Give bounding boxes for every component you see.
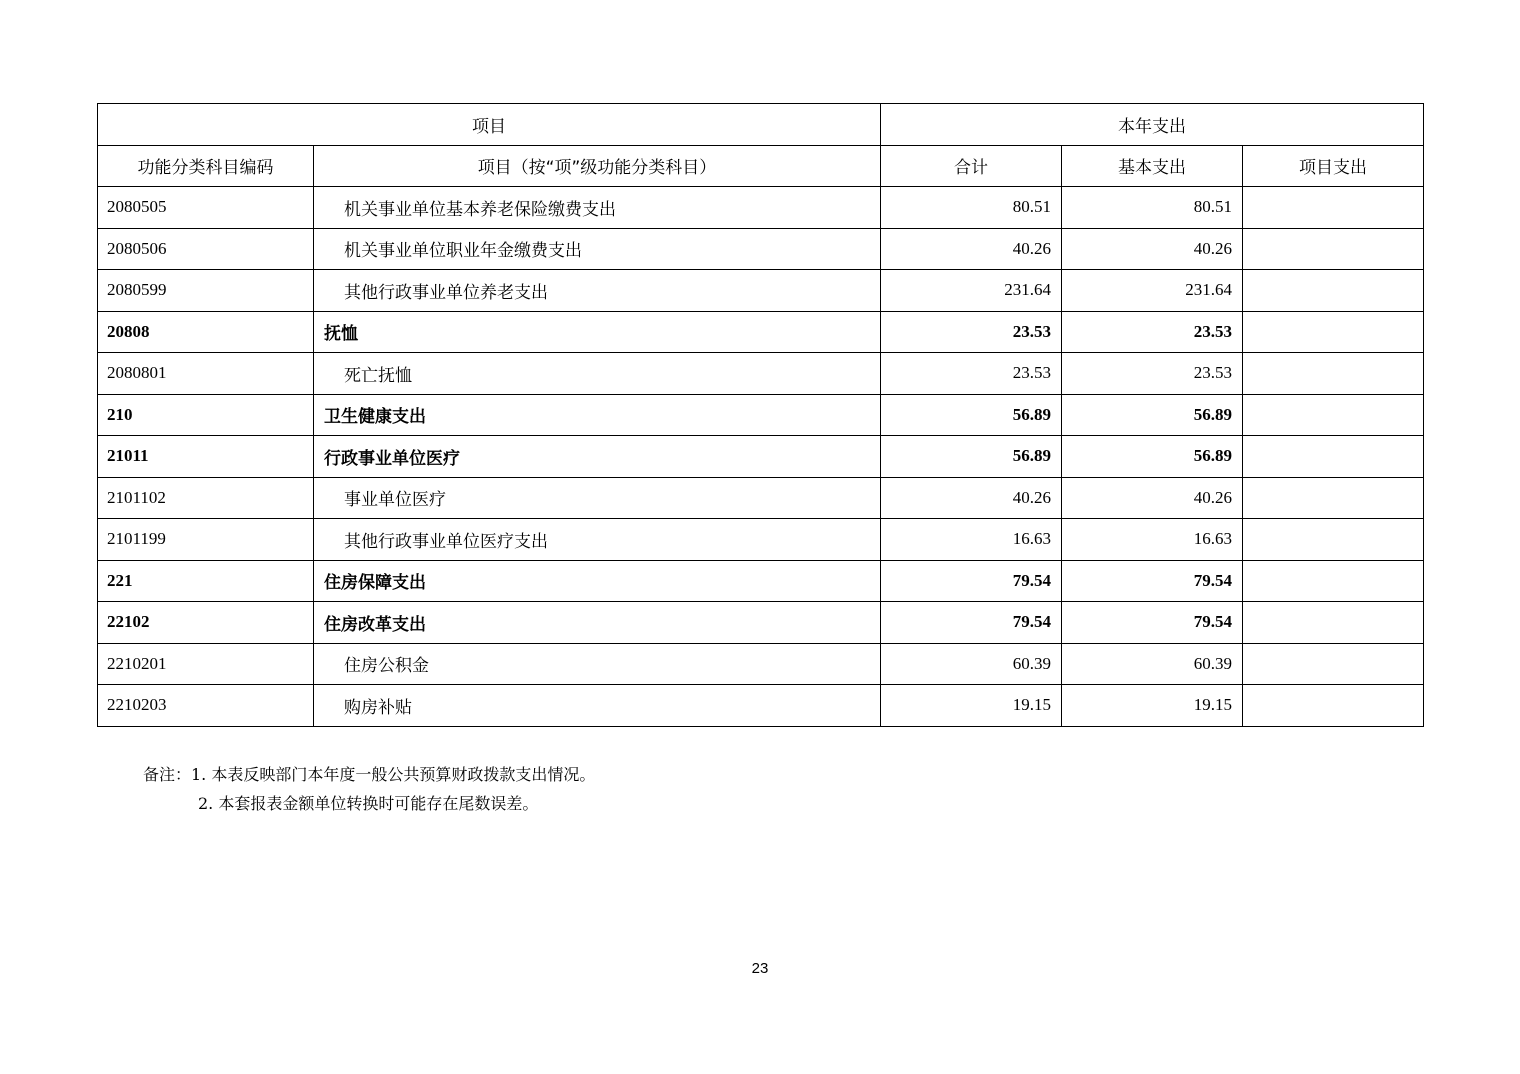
cell-basic: 79.54 [1062,560,1243,602]
page-number: 23 [751,960,769,977]
footnotes [143,760,595,818]
cell-project-expense [1243,685,1424,727]
cell-total: 56.89 [881,394,1062,436]
cell-project-expense [1243,477,1424,519]
cell-item-name: 行政事业单位医疗 [314,436,881,478]
table-row [98,477,1424,519]
cell-total: 56.89 [881,436,1062,478]
cell-project-expense [1243,187,1424,229]
header-total: 合计 [881,145,1062,187]
header-current-year-expense: 本年支出 [881,104,1424,146]
cell-basic: 40.26 [1062,477,1243,519]
cell-total: 40.26 [881,228,1062,270]
cell-code: 2101199 [98,519,314,561]
cell-code: 2080506 [98,228,314,270]
cell-item-name: 住房保障支出 [314,560,881,602]
table-row [98,519,1424,561]
cell-basic: 23.53 [1062,353,1243,395]
header-row-1 [98,104,1424,146]
cell-total: 40.26 [881,477,1062,519]
cell-total: 79.54 [881,602,1062,644]
cell-basic: 19.15 [1062,685,1243,727]
cell-code: 221 [98,560,314,602]
table-row [98,560,1424,602]
cell-code: 2080599 [98,270,314,312]
table-row [98,270,1424,312]
cell-code: 20808 [98,311,314,353]
header-row-2 [98,145,1424,187]
table-row [98,353,1424,395]
cell-project-expense [1243,270,1424,312]
cell-item-name: 住房改革支出 [314,602,881,644]
cell-basic: 40.26 [1062,228,1243,270]
cell-code: 2101102 [98,477,314,519]
cell-total: 79.54 [881,560,1062,602]
budget-expense-table [97,103,1424,727]
table-row [98,643,1424,685]
cell-code: 2210203 [98,685,314,727]
cell-project-expense [1243,353,1424,395]
cell-project-expense [1243,560,1424,602]
cell-total: 23.53 [881,311,1062,353]
cell-item-name: 住房公积金 [314,643,881,685]
cell-project-expense [1243,602,1424,644]
header-project: 项目 [98,104,881,146]
cell-item-name: 其他行政事业单位医疗支出 [314,519,881,561]
cell-item-name: 购房补贴 [314,685,881,727]
header-item: 项目（按“项”级功能分类科目） [314,145,881,187]
table-row [98,311,1424,353]
table-row [98,187,1424,229]
table-row [98,602,1424,644]
cell-project-expense [1243,519,1424,561]
cell-project-expense [1243,436,1424,478]
cell-item-name: 卫生健康支出 [314,394,881,436]
cell-code: 21011 [98,436,314,478]
cell-total: 60.39 [881,643,1062,685]
cell-basic: 79.54 [1062,602,1243,644]
header-project-expense: 项目支出 [1243,145,1424,187]
cell-basic: 23.53 [1062,311,1243,353]
cell-basic: 80.51 [1062,187,1243,229]
table-row [98,685,1424,727]
cell-item-name: 机关事业单位职业年金缴费支出 [314,228,881,270]
cell-basic: 56.89 [1062,436,1243,478]
header-code: 功能分类科目编码 [98,145,314,187]
table-row [98,436,1424,478]
cell-total: 23.53 [881,353,1062,395]
cell-code: 22102 [98,602,314,644]
cell-project-expense [1243,311,1424,353]
cell-total: 80.51 [881,187,1062,229]
cell-code: 210 [98,394,314,436]
cell-item-name: 事业单位医疗 [314,477,881,519]
cell-item-name: 死亡抚恤 [314,353,881,395]
cell-code: 2080505 [98,187,314,229]
cell-total: 231.64 [881,270,1062,312]
cell-basic: 16.63 [1062,519,1243,561]
cell-project-expense [1243,643,1424,685]
cell-basic: 56.89 [1062,394,1243,436]
cell-project-expense [1243,394,1424,436]
footnote-2: 2. 本套报表金额单位转换时可能存在尾数误差。 [198,794,539,813]
cell-item-name: 机关事业单位基本养老保险缴费支出 [314,187,881,229]
cell-project-expense [1243,228,1424,270]
header-basic: 基本支出 [1062,145,1243,187]
table-row [98,228,1424,270]
cell-total: 16.63 [881,519,1062,561]
cell-basic: 60.39 [1062,643,1243,685]
cell-item-name: 其他行政事业单位养老支出 [314,270,881,312]
cell-total: 19.15 [881,685,1062,727]
cell-item-name: 抚恤 [314,311,881,353]
footnote-1: 备注：1. 本表反映部门本年度一般公共预算财政拨款支出情况。 [143,765,596,784]
cell-basic: 231.64 [1062,270,1243,312]
cell-code: 2080801 [98,353,314,395]
table-row [98,394,1424,436]
cell-code: 2210201 [98,643,314,685]
